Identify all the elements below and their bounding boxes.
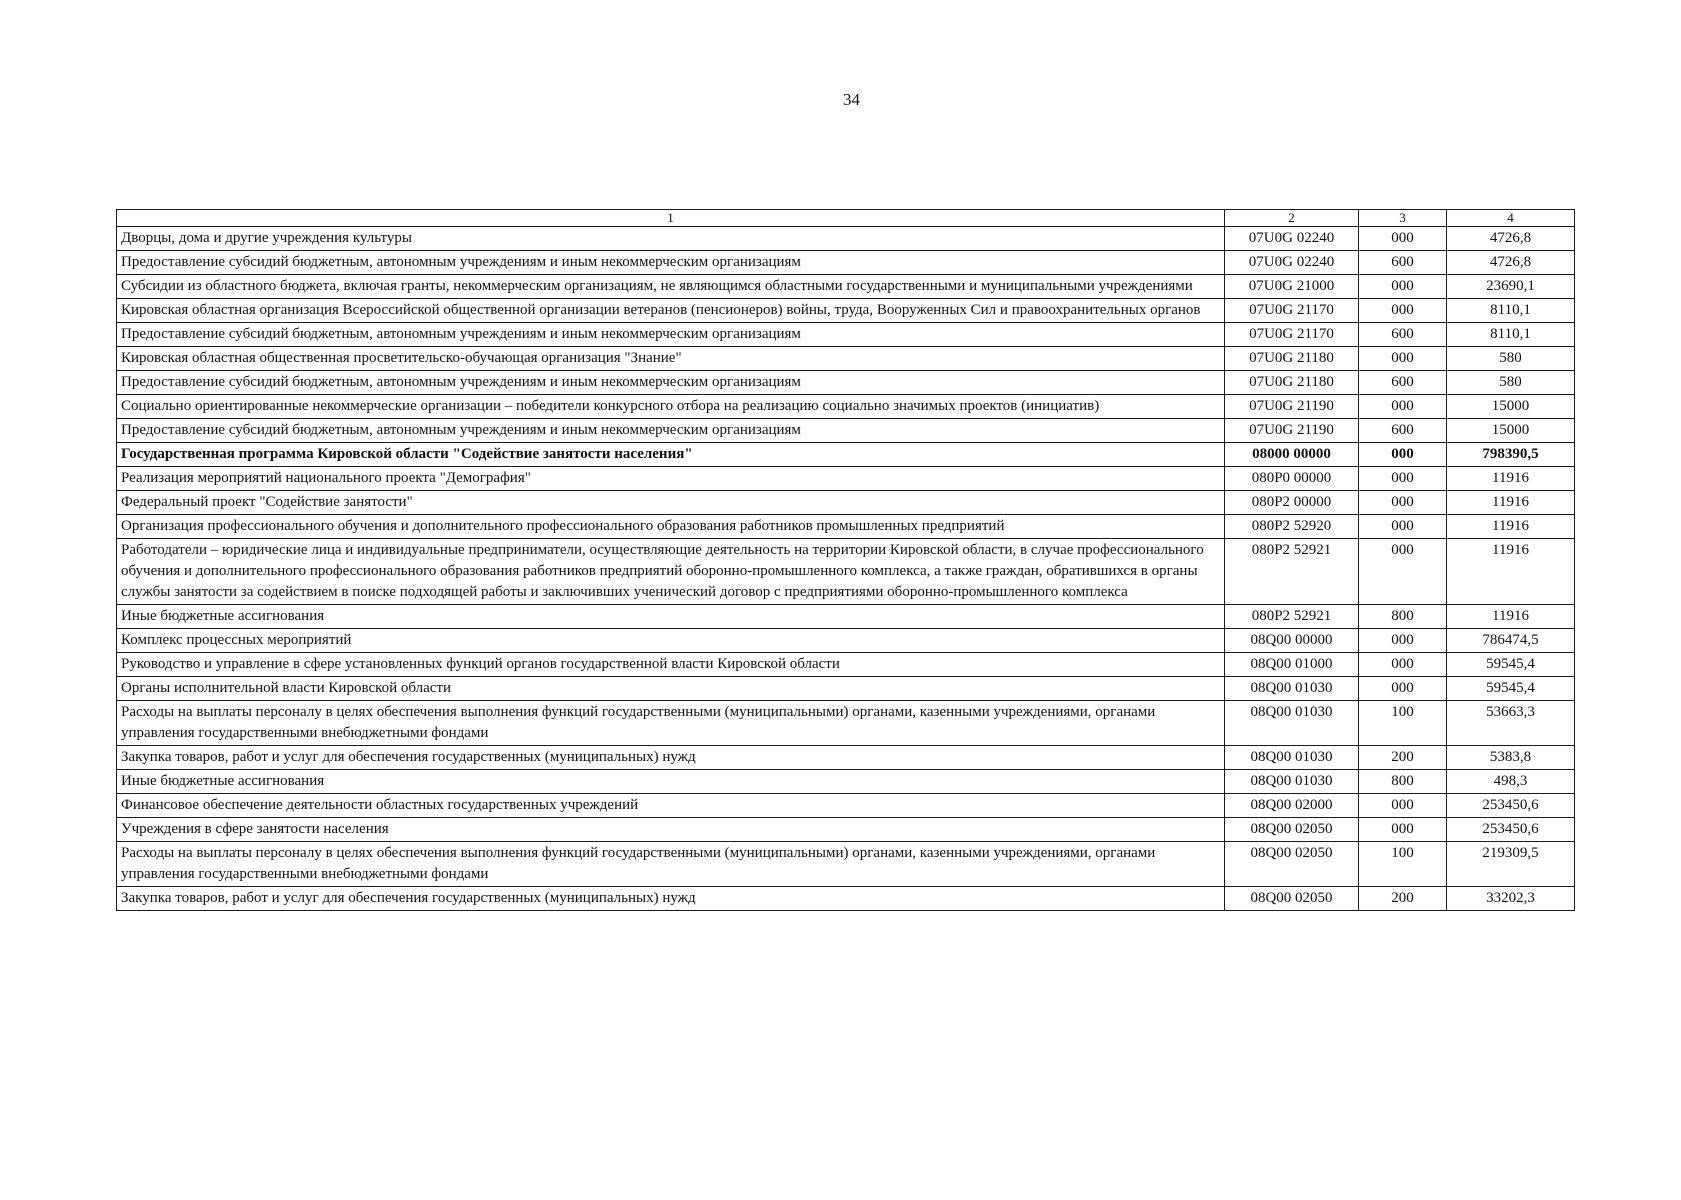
row-amount-cell: 23690,1 [1447, 275, 1575, 299]
row-code-cell: 07U0G 21190 [1225, 419, 1359, 443]
row-amount-cell: 498,3 [1447, 770, 1575, 794]
row-code-cell: 080P0 00000 [1225, 467, 1359, 491]
row-name-cell: Органы исполнительной власти Кировской области [117, 677, 1225, 701]
table-row [117, 299, 1575, 323]
row-code-cell: 07U0G 21180 [1225, 347, 1359, 371]
row-kind-cell: 000 [1359, 299, 1447, 323]
row-code-cell: 07U0G 02240 [1225, 251, 1359, 275]
row-code-cell: 07U0G 21000 [1225, 275, 1359, 299]
table-row [117, 491, 1575, 515]
row-kind-cell: 000 [1359, 539, 1447, 605]
table-row [117, 605, 1575, 629]
table-row [117, 419, 1575, 443]
row-name-cell: Расходы на выплаты персоналу в целях обеспечения выполнения функций государственными (муниципальными) органами, казенными учреждениями, органами управления государственными внебюджетными фондами [117, 842, 1225, 887]
row-kind-cell: 800 [1359, 605, 1447, 629]
table-row [117, 347, 1575, 371]
row-kind-cell: 600 [1359, 251, 1447, 275]
row-code-cell: 08Q00 01030 [1225, 677, 1359, 701]
table-row [117, 443, 1575, 467]
row-kind-cell: 000 [1359, 395, 1447, 419]
table-row [117, 653, 1575, 677]
row-amount-cell: 786474,5 [1447, 629, 1575, 653]
page-number-text: 34 [843, 90, 860, 109]
row-name-cell: Дворцы, дома и другие учреждения культуры [117, 227, 1225, 251]
row-kind-cell: 000 [1359, 347, 1447, 371]
table-row [117, 227, 1575, 251]
row-code-cell: 07U0G 21180 [1225, 371, 1359, 395]
table-row [117, 539, 1575, 605]
row-amount-cell: 253450,6 [1447, 794, 1575, 818]
table-row [117, 275, 1575, 299]
table-row [117, 842, 1575, 887]
row-amount-cell: 798390,5 [1447, 443, 1575, 467]
row-kind-cell: 100 [1359, 701, 1447, 746]
table-row [117, 323, 1575, 347]
row-code-cell: 08Q00 00000 [1225, 629, 1359, 653]
row-kind-cell: 000 [1359, 227, 1447, 251]
row-amount-cell: 8110,1 [1447, 323, 1575, 347]
row-name-cell: Реализация мероприятий национального проекта "Демография" [117, 467, 1225, 491]
row-amount-cell: 11916 [1447, 515, 1575, 539]
row-kind-cell: 000 [1359, 677, 1447, 701]
row-kind-cell: 600 [1359, 371, 1447, 395]
table-row [117, 770, 1575, 794]
row-code-cell: 07U0G 21190 [1225, 395, 1359, 419]
row-name-cell: Расходы на выплаты персоналу в целях обеспечения выполнения функций государственными (муниципальными) органами, казенными учреждениями, органами управления государственными внебюджетными фондами [117, 701, 1225, 746]
header-col-3: 3 [1359, 210, 1447, 227]
row-name-cell: Финансовое обеспечение деятельности областных государственных учреждений [117, 794, 1225, 818]
row-name-cell: Кировская областная общественная просветительско-обучающая организация "Знание" [117, 347, 1225, 371]
table-row [117, 515, 1575, 539]
row-code-cell: 080P2 52921 [1225, 605, 1359, 629]
row-name-cell: Кировская областная организация Всероссийской общественной организации ветеранов (пенсионеров) войны, труда, Вооруженных Сил и правоохранительных органов [117, 299, 1225, 323]
row-amount-cell: 33202,3 [1447, 887, 1575, 911]
row-name-cell: Закупка товаров, работ и услуг для обеспечения государственных (муниципальных) нужд [117, 887, 1225, 911]
row-name-cell: Комплекс процессных мероприятий [117, 629, 1225, 653]
row-amount-cell: 59545,4 [1447, 653, 1575, 677]
row-code-cell: 08Q00 01030 [1225, 701, 1359, 746]
row-amount-cell: 580 [1447, 347, 1575, 371]
table-row [117, 629, 1575, 653]
row-kind-cell: 200 [1359, 746, 1447, 770]
row-code-cell: 07U0G 02240 [1225, 227, 1359, 251]
row-amount-cell: 11916 [1447, 467, 1575, 491]
row-amount-cell: 4726,8 [1447, 251, 1575, 275]
row-name-cell: Иные бюджетные ассигнования [117, 605, 1225, 629]
row-kind-cell: 000 [1359, 794, 1447, 818]
header-col-4: 4 [1447, 210, 1575, 227]
row-amount-cell: 4726,8 [1447, 227, 1575, 251]
row-code-cell: 080P2 00000 [1225, 491, 1359, 515]
row-code-cell: 08Q00 01030 [1225, 746, 1359, 770]
row-name-cell: Предоставление субсидий бюджетным, автономным учреждениям и иным некоммерческим организациям [117, 419, 1225, 443]
row-code-cell: 08Q00 02050 [1225, 887, 1359, 911]
row-name-cell: Иные бюджетные ассигнования [117, 770, 1225, 794]
row-name-cell: Предоставление субсидий бюджетным, автономным учреждениям и иным некоммерческим организациям [117, 251, 1225, 275]
row-kind-cell: 000 [1359, 818, 1447, 842]
row-amount-cell: 219309,5 [1447, 842, 1575, 887]
table-row [117, 677, 1575, 701]
row-code-cell: 07U0G 21170 [1225, 323, 1359, 347]
table-row [117, 701, 1575, 746]
table-header [117, 210, 1575, 227]
row-code-cell: 080P2 52920 [1225, 515, 1359, 539]
row-name-cell: Учреждения в сфере занятости населения [117, 818, 1225, 842]
row-code-cell: 08Q00 02050 [1225, 842, 1359, 887]
row-kind-cell: 600 [1359, 419, 1447, 443]
row-amount-cell: 8110,1 [1447, 299, 1575, 323]
row-name-cell: Организация профессионального обучения и дополнительного профессионального образования работников промышленных предприятий [117, 515, 1225, 539]
row-name-cell: Работодатели – юридические лица и индивидуальные предприниматели, осуществляющие деятельность на территории Кировской области, в случае профессионального обучения и дополнительного профессионального образования работников предприятий оборонно-промышленного комплекса, а также граждан, обратившихся в органы службы занятости за содействием в поиске подходящей работы и заключивших ученический договор с предприятиями оборонно-промышленного комплекса [117, 539, 1225, 605]
row-name-cell: Предоставление субсидий бюджетным, автономным учреждениям и иным некоммерческим организациям [117, 323, 1225, 347]
budget-table [116, 209, 1575, 911]
header-col-2: 2 [1225, 210, 1359, 227]
header-row [117, 210, 1575, 227]
row-kind-cell: 000 [1359, 467, 1447, 491]
row-amount-cell: 11916 [1447, 605, 1575, 629]
row-kind-cell: 800 [1359, 770, 1447, 794]
header-col-1: 1 [117, 210, 1225, 227]
row-kind-cell: 000 [1359, 653, 1447, 677]
table-row [117, 371, 1575, 395]
row-code-cell: 080P2 52921 [1225, 539, 1359, 605]
row-name-cell: Государственная программа Кировской области "Содействие занятости населения" [117, 443, 1225, 467]
row-kind-cell: 000 [1359, 275, 1447, 299]
row-amount-cell: 11916 [1447, 539, 1575, 605]
row-name-cell: Руководство и управление в сфере установленных функций органов государственной власти Кировской области [117, 653, 1225, 677]
row-kind-cell: 000 [1359, 491, 1447, 515]
table-row [117, 887, 1575, 911]
row-code-cell: 08Q00 01000 [1225, 653, 1359, 677]
table-row [117, 746, 1575, 770]
table-row [117, 818, 1575, 842]
row-amount-cell: 53663,3 [1447, 701, 1575, 746]
table-row [117, 467, 1575, 491]
table-row [117, 251, 1575, 275]
table-body [117, 227, 1575, 911]
row-name-cell: Предоставление субсидий бюджетным, автономным учреждениям и иным некоммерческим организациям [117, 371, 1225, 395]
table-row [117, 395, 1575, 419]
row-amount-cell: 253450,6 [1447, 818, 1575, 842]
row-code-cell: 08Q00 02050 [1225, 818, 1359, 842]
row-name-cell: Субсидии из областного бюджета, включая гранты, некоммерческим организациям, не являющимся областными государственными и муниципальными учреждениями [117, 275, 1225, 299]
row-amount-cell: 580 [1447, 371, 1575, 395]
table-row [117, 794, 1575, 818]
row-amount-cell: 11916 [1447, 491, 1575, 515]
row-amount-cell: 5383,8 [1447, 746, 1575, 770]
row-code-cell: 08000 00000 [1225, 443, 1359, 467]
row-kind-cell: 200 [1359, 887, 1447, 911]
row-name-cell: Социально ориентированные некоммерческие организации – победители конкурсного отбора на реализацию социально значимых проектов (инициатив) [117, 395, 1225, 419]
row-code-cell: 08Q00 02000 [1225, 794, 1359, 818]
row-name-cell: Закупка товаров, работ и услуг для обеспечения государственных (муниципальных) нужд [117, 746, 1225, 770]
row-kind-cell: 100 [1359, 842, 1447, 887]
row-kind-cell: 600 [1359, 323, 1447, 347]
row-kind-cell: 000 [1359, 629, 1447, 653]
row-amount-cell: 59545,4 [1447, 677, 1575, 701]
row-kind-cell: 000 [1359, 515, 1447, 539]
row-amount-cell: 15000 [1447, 419, 1575, 443]
row-code-cell: 07U0G 21170 [1225, 299, 1359, 323]
row-name-cell: Федеральный проект "Содействие занятости" [117, 491, 1225, 515]
row-kind-cell: 000 [1359, 443, 1447, 467]
page-number [0, 90, 1681, 110]
row-amount-cell: 15000 [1447, 395, 1575, 419]
row-code-cell: 08Q00 01030 [1225, 770, 1359, 794]
